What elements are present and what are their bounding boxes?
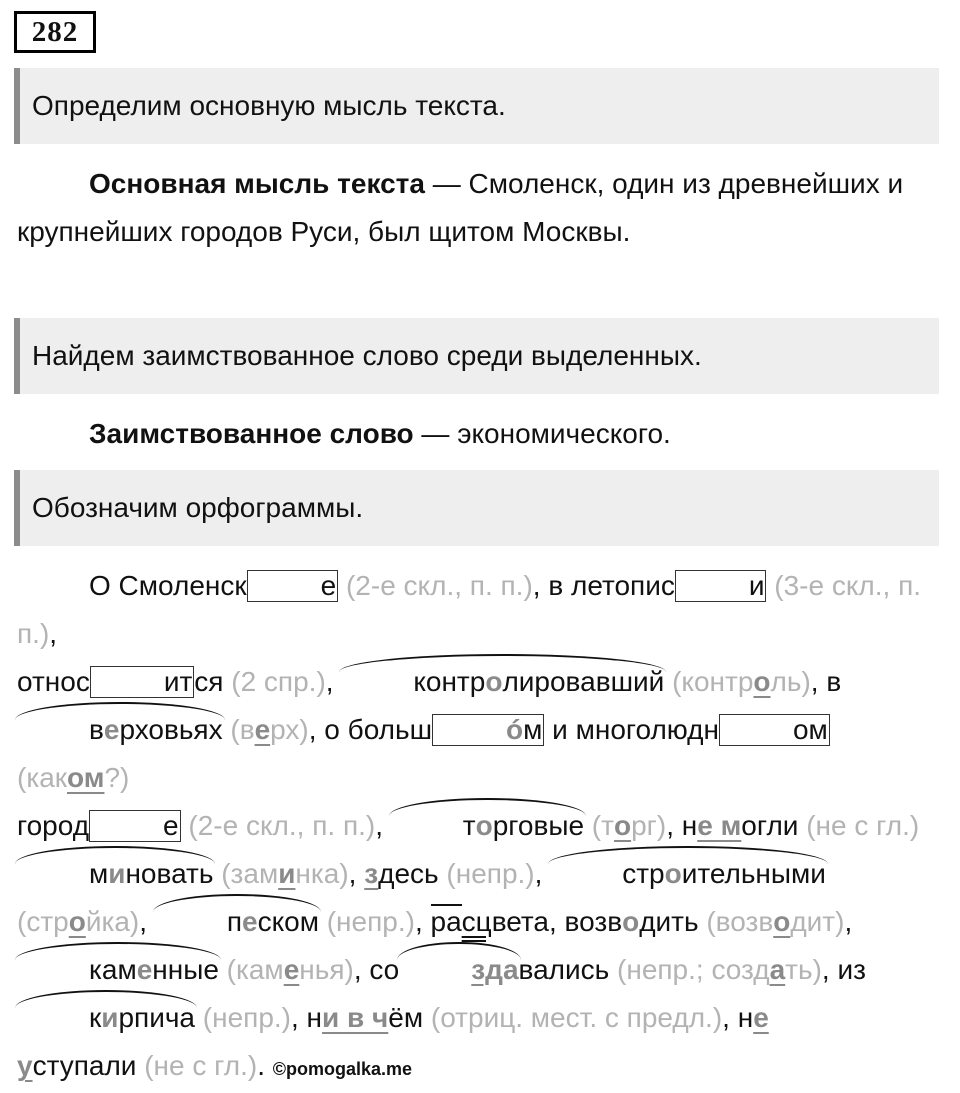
root-arc: песком [155, 898, 319, 946]
ending-box: ит [90, 666, 194, 698]
root-arc: верховьях [17, 706, 223, 754]
root-arc: каменные [17, 946, 219, 994]
prefix-mark: ра [430, 906, 462, 937]
root-arc: строительными [550, 850, 826, 898]
ending-box: и [675, 570, 767, 602]
root-arc: торговые [391, 802, 584, 850]
task-number: 282 [14, 11, 96, 53]
note: (непр.; создать) [609, 954, 822, 985]
main-idea-paragraph [17, 160, 942, 256]
borrowed-word-text: — экономического. [413, 418, 671, 449]
ending-box: е [247, 570, 339, 602]
ending-box: е [89, 810, 181, 842]
note: (непр.) [318, 906, 415, 937]
note: (не с гл.) [136, 1050, 258, 1081]
borrowed-word-paragraph [17, 410, 942, 458]
root-arc: контролировавший [341, 658, 664, 706]
watermark: ©pomogalka.me [272, 1059, 413, 1079]
word-smolensk: О Смоленск е [89, 570, 337, 601]
note: (возводит) [698, 906, 845, 937]
ending-box: ом [719, 714, 830, 746]
note: (2-е скл., п. п.) [180, 810, 376, 841]
step-heading-3: Обозначим орфограммы. [14, 470, 939, 546]
orthogram-text: О Смоленск е (2-е скл., п. п.), в летопис и (3-е скл., п. п.), относ ится (2 спр.), контролировавший (контроль), в верховьях (верх), о больш óм и многолюдн ом (каком?) город е (2-е скл., п. п.), торговые (торг), не могли (не с гл.) миновать (заминка), здесь (непр.), строительными (стройка), песком (непр.), расцвета, возводить (возводит), каменные (каменья), со здавались (непр.; создать), из кирпича (непр.), ни в чём (отриц. мест. с предл.), не уступали (не с гл.). ©pomogalka.me [17, 570, 922, 1081]
note: (заминка) [213, 858, 349, 889]
root-arc: миновать [17, 850, 213, 898]
note: (торг) [584, 810, 667, 841]
root-arc: зда [399, 946, 518, 994]
note: (непр.) [438, 858, 535, 889]
main-idea-label: Основная мысль текста [89, 168, 425, 199]
ending-box: óм [432, 714, 544, 746]
note: (верх) [222, 714, 309, 745]
borrowed-word-label: Заимствованное слово [89, 418, 414, 449]
note: (контроль) [664, 666, 811, 697]
note: (стройка) [17, 906, 140, 937]
note: (2 спр.) [223, 666, 326, 697]
step-heading-1: Определим основную мысль текста. [14, 68, 939, 144]
step-heading-2: Найдем заимствованное слово среди выделенных. [14, 318, 939, 394]
note: (2-е скл., п. п.) [338, 570, 533, 601]
note: (каком?) [17, 762, 130, 793]
note: (непр.) [195, 1002, 291, 1033]
note: (3-е скл., п. п.) [17, 570, 922, 649]
main-idea-text: — Смоленск, один из древнейших и крупнейших городов Руси, был щитом Москвы. [17, 168, 904, 247]
root-arc: кирпича [17, 994, 195, 1042]
note: (отриц. мест. с предл.) [423, 1002, 723, 1033]
note: (каменья) [218, 954, 354, 985]
note: (не с гл.) [798, 810, 920, 841]
